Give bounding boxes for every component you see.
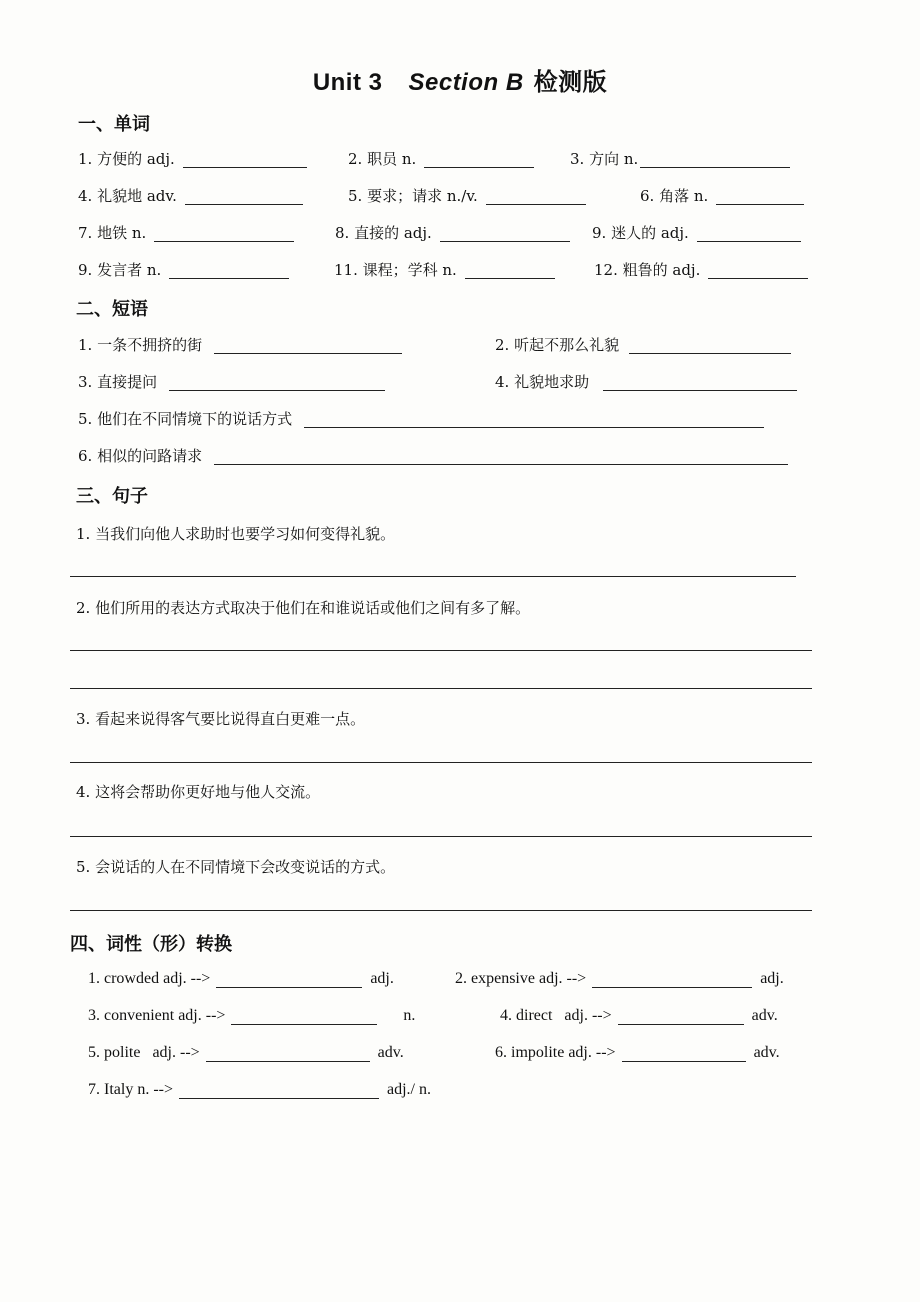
answer-blank[interactable] [214,337,402,354]
answer-line[interactable] [70,836,812,837]
word-item: 9. 迷人的 adj. [592,224,801,242]
title-unit: Unit 3 [312,69,383,96]
answer-blank[interactable] [618,1008,744,1025]
answer-blank[interactable] [465,262,555,279]
conversion-item: 1. crowded adj. --> adj. [88,970,394,987]
answer-blank[interactable] [424,151,534,168]
phrase-item: 3. 直接提问 [78,373,385,391]
answer-line[interactable] [70,576,796,577]
answer-blank[interactable] [154,225,294,242]
word-item: 4. 礼貌地 adv. [78,187,303,205]
conversion-item: 6. impolite adj. --> adv. [495,1044,780,1061]
phrase-item: 4. 礼貌地求助 [495,373,797,391]
sentence-prompt: 1. 当我们向他人求助时也要学习如何变得礼貌。 [76,525,396,543]
answer-blank[interactable] [231,1008,377,1025]
answer-blank[interactable] [629,337,791,354]
section-sentences-heading: 三、句子 [76,486,148,507]
word-item: 6. 角落 n. [640,187,804,205]
phrase-item: 2. 听起不那么礼貌 [495,336,791,354]
phrase-item: 5. 他们在不同情境下的说话方式 [78,410,764,428]
sentence-prompt: 2. 他们所用的表达方式取决于他们在和谁说话或他们之间有多了解。 [76,599,531,617]
answer-line[interactable] [70,688,812,689]
word-item: 8. 直接的 adj. [335,224,570,242]
answer-blank[interactable] [183,151,307,168]
word-item: 5. 要求；请求 n./v. [348,187,586,205]
conversion-item: 7. Italy n. --> adj./ n. [88,1081,431,1098]
answer-blank[interactable] [216,971,362,988]
answer-blank[interactable] [716,188,804,205]
sentence-prompt: 3. 看起来说得客气要比说得直白更难一点。 [76,710,366,728]
page-title [0,62,920,97]
answer-blank[interactable] [206,1045,370,1062]
word-item: 11. 课程；学科 n. [334,261,555,279]
answer-blank[interactable] [708,262,808,279]
answer-blank[interactable] [185,188,303,205]
answer-blank[interactable] [622,1045,746,1062]
answer-line[interactable] [70,762,812,763]
conversion-item: 5. polite adj. --> adv. [88,1044,404,1061]
section-phrases-heading: 二、短语 [76,299,148,320]
sentence-prompt: 4. 这将会帮助你更好地与他人交流。 [76,783,321,801]
word-item: 9. 发言者 n. [78,261,289,279]
word-item: 2. 职员 n. [348,150,534,168]
answer-blank[interactable] [640,151,790,168]
word-item: 1. 方便的 adj. [78,150,307,168]
answer-blank[interactable] [304,411,764,428]
conversion-item: 3. convenient adj. --> n. [88,1007,416,1024]
answer-blank[interactable] [169,262,289,279]
answer-blank[interactable] [697,225,801,242]
answer-blank[interactable] [603,374,797,391]
answer-blank[interactable] [486,188,586,205]
word-item: 7. 地铁 n. [78,224,294,242]
answer-line[interactable] [70,910,812,911]
phrase-item: 6. 相似的问路请求 [78,447,788,465]
section-words-heading: 一、单词 [78,114,150,135]
title-suffix: 检测版 [533,69,608,96]
word-item: 3. 方向 n. [570,150,790,168]
answer-blank[interactable] [440,225,570,242]
answer-blank[interactable] [592,971,752,988]
answer-line[interactable] [70,650,812,651]
conversion-item: 4. direct adj. --> adv. [500,1007,778,1024]
title-section: Section B [408,69,524,96]
conversion-item: 2. expensive adj. --> adj. [455,970,784,987]
sentence-prompt: 5. 会说话的人在不同情境下会改变说话的方式。 [76,858,396,876]
phrase-item: 1. 一条不拥挤的街 [78,336,402,354]
word-item: 12. 粗鲁的 adj. [594,261,808,279]
answer-blank[interactable] [214,448,788,465]
answer-blank[interactable] [179,1082,379,1099]
answer-blank[interactable] [169,374,385,391]
section-conversion-heading: 四、词性（形）转换 [70,934,232,955]
